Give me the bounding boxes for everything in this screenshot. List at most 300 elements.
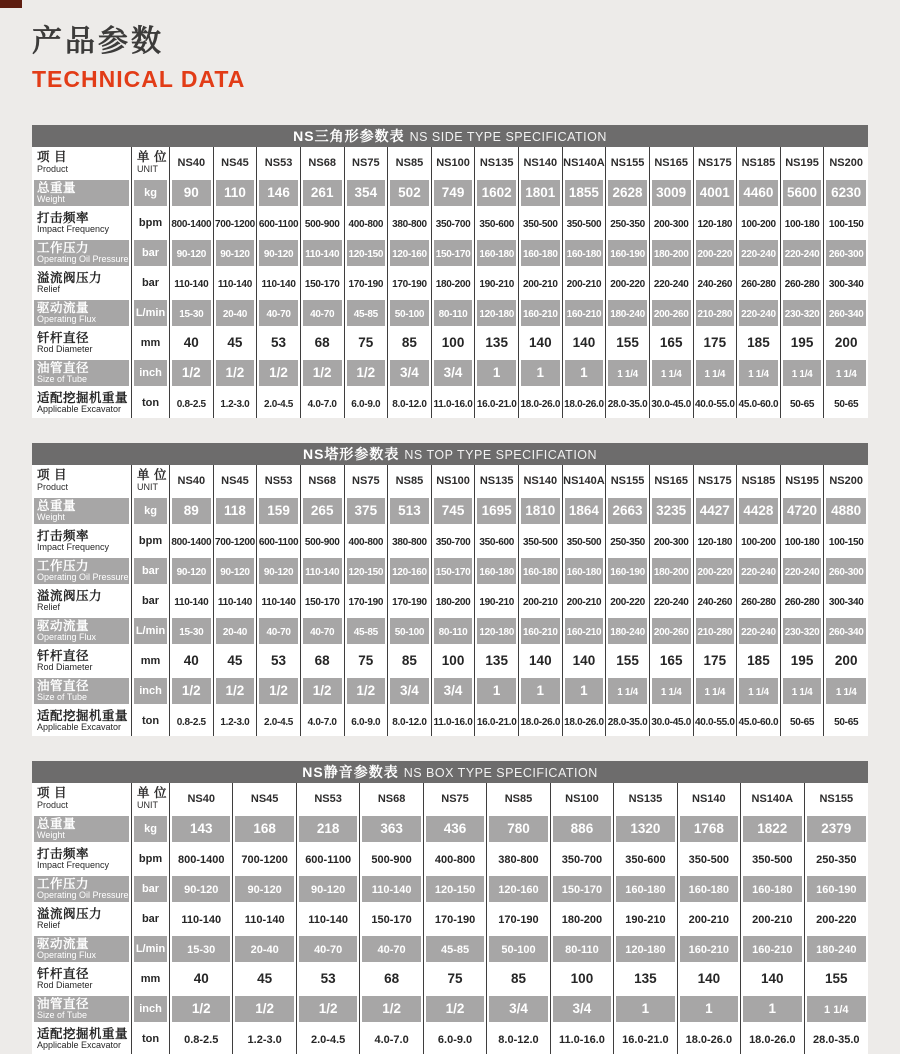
value-text: 2379: [821, 821, 852, 836]
value-cell: [345, 676, 389, 706]
value-text: 350-500: [523, 537, 558, 548]
value-text: 185: [747, 335, 770, 350]
value-cell: [388, 298, 432, 328]
row-label-english: Size of Tube: [37, 692, 88, 703]
value-text: 1/2: [356, 683, 376, 698]
value-cell: [301, 238, 345, 268]
value-cell: [694, 526, 738, 556]
value-text: 150-170: [435, 249, 471, 260]
value-cell: [805, 814, 868, 844]
value-text: 135: [485, 335, 508, 350]
value-cell: [487, 934, 550, 964]
value-text: 160-180: [752, 884, 793, 896]
value-text: 160-180: [566, 249, 602, 260]
value-text: 8.0-12.0: [392, 717, 427, 728]
value-cell: [388, 178, 432, 208]
value-cell: [519, 208, 563, 238]
value-text: 1 1/4: [835, 369, 857, 380]
value-cell: [824, 238, 868, 268]
value-cell: [694, 586, 738, 616]
value-cell: [170, 328, 214, 358]
value-cell: [824, 586, 868, 616]
header-unit-english: UNIT: [137, 163, 158, 174]
value-cell: [388, 676, 432, 706]
row-unit-cell: L/min: [132, 616, 170, 646]
value-text: 140: [761, 971, 784, 986]
value-text: 170-190: [348, 279, 384, 290]
value-cell: [257, 178, 301, 208]
model-header-cell: NS140A: [563, 147, 607, 178]
value-cell: [297, 934, 360, 964]
value-cell: [519, 238, 563, 268]
value-cell: [694, 556, 738, 586]
value-cell: [233, 814, 296, 844]
value-text: 50-100: [501, 944, 536, 956]
value-text: 40-70: [310, 627, 335, 638]
value-cell: [301, 706, 345, 736]
value-cell: [432, 586, 476, 616]
value-cell: [170, 994, 233, 1024]
value-text: 260-280: [784, 279, 820, 290]
value-text: 1695: [481, 503, 512, 518]
value-text: 50-100: [394, 309, 425, 320]
value-cell: [475, 358, 519, 388]
value-text: 11.0-16.0: [433, 717, 473, 728]
value-cell: [345, 646, 389, 676]
value-text: 190-210: [479, 279, 514, 290]
value-text: 120-160: [392, 249, 427, 260]
value-text: 28.0-35.0: [607, 399, 648, 410]
value-text: 886: [570, 821, 594, 836]
row-label-english: Applicable Excavator: [37, 1040, 122, 1051]
value-text: 250-350: [816, 854, 857, 866]
table-row: [32, 844, 868, 874]
value-text: 2.0-4.5: [311, 1034, 346, 1046]
row-label-english: Impact Frequency: [37, 542, 110, 553]
value-text: 40: [193, 971, 209, 986]
value-text: 1: [768, 1001, 777, 1016]
value-cell: [257, 358, 301, 388]
row-label-cell: [32, 844, 132, 874]
row-label-chinese: 总重量: [37, 816, 77, 831]
value-cell: [741, 1024, 804, 1054]
model-header-cell: NS85: [388, 147, 432, 178]
table-row: [32, 238, 868, 268]
value-cell: [360, 874, 423, 904]
value-text: 2.0-4.5: [264, 717, 294, 728]
value-cell: [694, 676, 738, 706]
value-text: 350-500: [688, 854, 730, 866]
value-text: 220-240: [784, 567, 820, 578]
value-text: 1.2-3.0: [247, 1034, 282, 1046]
value-text: 800-1400: [171, 219, 212, 230]
value-text: 100-150: [828, 537, 864, 548]
value-text: 110-140: [305, 567, 340, 578]
value-text: 110-140: [308, 914, 349, 926]
value-text: 3/4: [509, 1001, 528, 1016]
value-text: 160-210: [752, 944, 793, 956]
value-cell: [388, 358, 432, 388]
value-cell: [170, 904, 233, 934]
row-label-english: Impact Frequency: [37, 224, 110, 235]
value-text: 20-40: [250, 944, 279, 956]
value-cell: [487, 964, 550, 994]
value-text: 4.0-7.0: [374, 1034, 409, 1046]
model-header-cell: NS135: [475, 465, 519, 496]
value-text: 200-210: [523, 279, 558, 290]
table-title-bar: [32, 125, 868, 147]
row-label-chinese: 钎杆直径: [37, 330, 90, 345]
row-label-chinese: 钎杆直径: [37, 648, 90, 663]
value-cell: [606, 526, 650, 556]
value-cell: [475, 238, 519, 268]
value-text: 260-300: [828, 567, 864, 578]
table-row: [32, 208, 868, 238]
value-text: 6230: [831, 185, 862, 200]
value-text: 110: [224, 185, 246, 200]
value-cell: [563, 586, 607, 616]
table-title-bar: [32, 761, 868, 783]
value-text: 120-150: [348, 567, 384, 578]
value-text: 160-180: [625, 884, 666, 896]
table-row: [32, 994, 868, 1024]
value-text: 300-340: [828, 597, 864, 608]
value-cell: [678, 1024, 741, 1054]
value-text: 160-210: [566, 627, 602, 638]
value-text: 155: [825, 971, 848, 986]
value-text: 400-800: [434, 854, 476, 866]
model-header-cell: NS85: [388, 465, 432, 496]
value-cell: [388, 208, 432, 238]
value-text: 300-340: [828, 279, 864, 290]
value-cell: [360, 994, 423, 1024]
value-text: 80-110: [438, 627, 468, 638]
value-cell: [475, 586, 519, 616]
value-cell: [214, 526, 258, 556]
spec-table-side-type: [32, 125, 868, 418]
row-label-english: Rod Diameter: [37, 662, 93, 673]
row-unit-cell: bar: [132, 586, 170, 616]
value-cell: [805, 994, 868, 1024]
value-text: 4001: [699, 185, 730, 200]
value-cell: [519, 616, 563, 646]
model-header-cell: NS53: [257, 465, 301, 496]
value-cell: [781, 298, 825, 328]
row-unit-cell: inch: [132, 676, 170, 706]
value-cell: [360, 1024, 423, 1054]
value-cell: [475, 178, 519, 208]
value-cell: [214, 586, 258, 616]
value-cell: [214, 298, 258, 328]
value-cell: [781, 706, 825, 736]
model-header-cell: NS75: [345, 147, 389, 178]
value-cell: [694, 268, 738, 298]
value-cell: [650, 616, 694, 646]
value-cell: [519, 646, 563, 676]
value-text: 53: [271, 653, 287, 668]
table-header-row: [32, 465, 868, 496]
model-header-cell: NS100: [551, 783, 614, 814]
row-label-english: Relief: [37, 920, 61, 931]
value-cell: [737, 496, 781, 526]
model-header-cell: NS75: [345, 465, 389, 496]
row-label-chinese: 溢流阀压力: [37, 270, 103, 285]
value-cell: [424, 994, 487, 1024]
value-cell: [432, 526, 476, 556]
value-cell: [214, 388, 258, 418]
value-text: 4880: [831, 503, 862, 518]
value-text: 1/2: [318, 1001, 338, 1016]
value-text: 1: [492, 365, 501, 380]
value-text: 250-350: [610, 219, 645, 230]
table-header-row: [32, 783, 868, 814]
row-label-english: Size of Tube: [37, 374, 88, 385]
value-text: 18.0-26.0: [685, 1034, 733, 1046]
value-cell: [650, 298, 694, 328]
row-label-english: Operating Flux: [37, 314, 97, 325]
value-text: 260-340: [828, 309, 864, 320]
model-header-cell: NS53: [297, 783, 360, 814]
value-cell: [475, 298, 519, 328]
value-text: 745: [441, 503, 465, 518]
value-cell: [257, 706, 301, 736]
value-cell: [824, 268, 868, 298]
model-header-cell: NS155: [606, 465, 650, 496]
value-text: 240-260: [697, 597, 733, 608]
value-cell: [563, 328, 607, 358]
header-product-english: Product: [37, 481, 69, 492]
value-text: 400-800: [348, 219, 384, 230]
model-header-cell: NS135: [475, 147, 519, 178]
value-text: 85: [510, 971, 526, 986]
value-cell: [170, 616, 214, 646]
value-cell: [297, 844, 360, 874]
value-text: 1/2: [312, 683, 332, 698]
value-text: 1801: [525, 185, 556, 200]
row-label-chinese: 总重量: [37, 180, 77, 195]
value-text: 175: [703, 653, 727, 668]
value-cell: [170, 706, 214, 736]
value-cell: [301, 208, 345, 238]
value-text: 175: [703, 335, 727, 350]
value-text: 210-280: [697, 309, 733, 320]
table-row: [32, 358, 868, 388]
value-text: 1 1/4: [791, 369, 813, 380]
value-text: 160-180: [479, 567, 514, 578]
row-label-cell: [32, 964, 132, 994]
value-cell: [563, 178, 607, 208]
value-text: 140: [529, 653, 552, 668]
row-label-chinese: 总重量: [37, 498, 77, 513]
value-text: 140: [572, 653, 596, 668]
value-cell: [388, 388, 432, 418]
value-text: 85: [401, 335, 417, 350]
value-cell: [424, 844, 487, 874]
value-text: 4.0-7.0: [307, 399, 337, 410]
value-text: 110-140: [261, 597, 296, 608]
value-cell: [257, 238, 301, 268]
value-cell: [170, 238, 214, 268]
value-text: 90-120: [220, 567, 250, 578]
value-cell: [694, 328, 738, 358]
value-cell: [432, 496, 476, 526]
value-text: 1/2: [225, 365, 245, 380]
value-cell: [301, 298, 345, 328]
value-text: 135: [634, 971, 657, 986]
value-text: 436: [443, 821, 467, 836]
value-text: 90-120: [263, 249, 294, 260]
row-unit-cell: ton: [132, 706, 170, 736]
value-cell: [694, 238, 738, 268]
model-header-cell: NS175: [694, 147, 738, 178]
row-label-cell: [32, 1024, 132, 1054]
value-text: 1 1/4: [791, 687, 813, 698]
value-text: 700-1200: [215, 537, 255, 548]
row-label-english: Impact Frequency: [37, 860, 110, 871]
value-text: 6.0-9.0: [437, 1034, 473, 1046]
page-title-chinese: 产品参数: [32, 25, 164, 58]
value-text: 200-210: [523, 597, 558, 608]
value-text: 0.8-2.5: [176, 717, 206, 728]
value-text: 230-320: [784, 309, 820, 320]
value-cell: [781, 388, 825, 418]
value-text: 1: [492, 683, 501, 698]
value-text: 350-700: [435, 537, 471, 548]
value-cell: [650, 646, 694, 676]
value-cell: [563, 526, 607, 556]
value-cell: [678, 844, 741, 874]
value-text: 85: [401, 653, 417, 668]
row-unit-cell: mm: [132, 964, 170, 994]
value-cell: [424, 904, 487, 934]
row-label-chinese: 适配挖掘机重量: [37, 708, 129, 723]
value-cell: [737, 616, 781, 646]
model-header-cell: NS200: [824, 465, 868, 496]
value-cell: [781, 178, 825, 208]
value-text: 40-70: [266, 309, 291, 320]
header-product-english: Product: [37, 163, 69, 174]
table-row: [32, 328, 868, 358]
value-text: 180-200: [435, 597, 471, 608]
value-cell: [301, 556, 345, 586]
value-cell: [741, 814, 804, 844]
value-text: 45: [227, 653, 243, 668]
row-label-cell: [32, 586, 132, 616]
value-cell: [257, 526, 301, 556]
value-cell: [170, 964, 233, 994]
value-text: 1: [580, 683, 588, 698]
value-cell: [388, 706, 432, 736]
table-row: [32, 706, 868, 736]
value-text: 75: [447, 971, 463, 986]
value-cell: [551, 874, 614, 904]
value-text: 90-120: [311, 884, 346, 896]
row-label-cell: [32, 706, 132, 736]
value-text: 1 1/4: [660, 687, 682, 698]
value-cell: [606, 208, 650, 238]
value-text: 146: [267, 185, 290, 200]
value-text: 3235: [656, 503, 687, 518]
row-label-english: Operating Flux: [37, 950, 97, 961]
value-text: 16.0-21.0: [622, 1034, 669, 1046]
value-cell: [519, 526, 563, 556]
value-text: 1 1/4: [704, 687, 726, 698]
model-header-cell: NS195: [781, 465, 825, 496]
value-cell: [694, 178, 738, 208]
value-text: 1/2: [382, 1001, 401, 1016]
value-text: 1/2: [181, 365, 201, 380]
value-cell: [741, 994, 804, 1024]
value-cell: [519, 268, 563, 298]
value-cell: [614, 1024, 677, 1054]
value-text: 15-30: [179, 627, 204, 638]
value-cell: [694, 298, 738, 328]
value-text: 350-500: [752, 854, 793, 866]
value-text: 250-350: [610, 537, 645, 548]
value-cell: [737, 208, 781, 238]
value-cell: [678, 874, 741, 904]
value-cell: [650, 388, 694, 418]
value-cell: [214, 238, 258, 268]
value-text: 140: [572, 335, 596, 350]
value-cell: [170, 874, 233, 904]
header-unit-chinese: 单 位: [137, 468, 167, 483]
value-cell: [345, 238, 389, 268]
value-cell: [551, 844, 614, 874]
value-cell: [563, 616, 607, 646]
value-cell: [650, 358, 694, 388]
header-unit-english: UNIT: [137, 481, 158, 492]
value-text: 75: [358, 335, 374, 350]
value-text: 45: [227, 335, 243, 350]
row-unit-cell: bar: [132, 238, 170, 268]
value-cell: [694, 496, 738, 526]
value-text: 110-140: [181, 914, 222, 926]
value-text: 170-190: [498, 914, 539, 926]
value-cell: [214, 646, 258, 676]
value-text: 260-280: [741, 279, 776, 290]
value-text: 700-1200: [215, 219, 255, 230]
value-text: 135: [485, 653, 508, 668]
value-text: 380-800: [498, 854, 539, 866]
value-cell: [297, 964, 360, 994]
value-text: 260-280: [784, 597, 820, 608]
table-row: [32, 964, 868, 994]
value-cell: [606, 586, 650, 616]
value-cell: [551, 994, 614, 1024]
value-cell: [563, 268, 607, 298]
value-cell: [824, 496, 868, 526]
row-label-cell: [32, 208, 132, 238]
value-text: 159: [267, 503, 290, 518]
value-cell: [606, 616, 650, 646]
value-text: 11.0-16.0: [559, 1034, 605, 1046]
value-text: 380-800: [392, 219, 427, 230]
value-text: 20-40: [222, 627, 247, 638]
value-text: 1 1/4: [835, 687, 857, 698]
row-label-chinese: 工作压力: [37, 876, 90, 891]
row-label-cell: [32, 646, 132, 676]
value-cell: [345, 178, 389, 208]
value-text: 160-190: [610, 567, 645, 578]
value-text: 120-180: [625, 944, 666, 956]
value-text: 155: [616, 335, 639, 350]
value-cell: [345, 556, 389, 586]
header-product-cell: [32, 465, 132, 496]
value-cell: [606, 298, 650, 328]
value-cell: [214, 676, 258, 706]
value-cell: [170, 586, 214, 616]
